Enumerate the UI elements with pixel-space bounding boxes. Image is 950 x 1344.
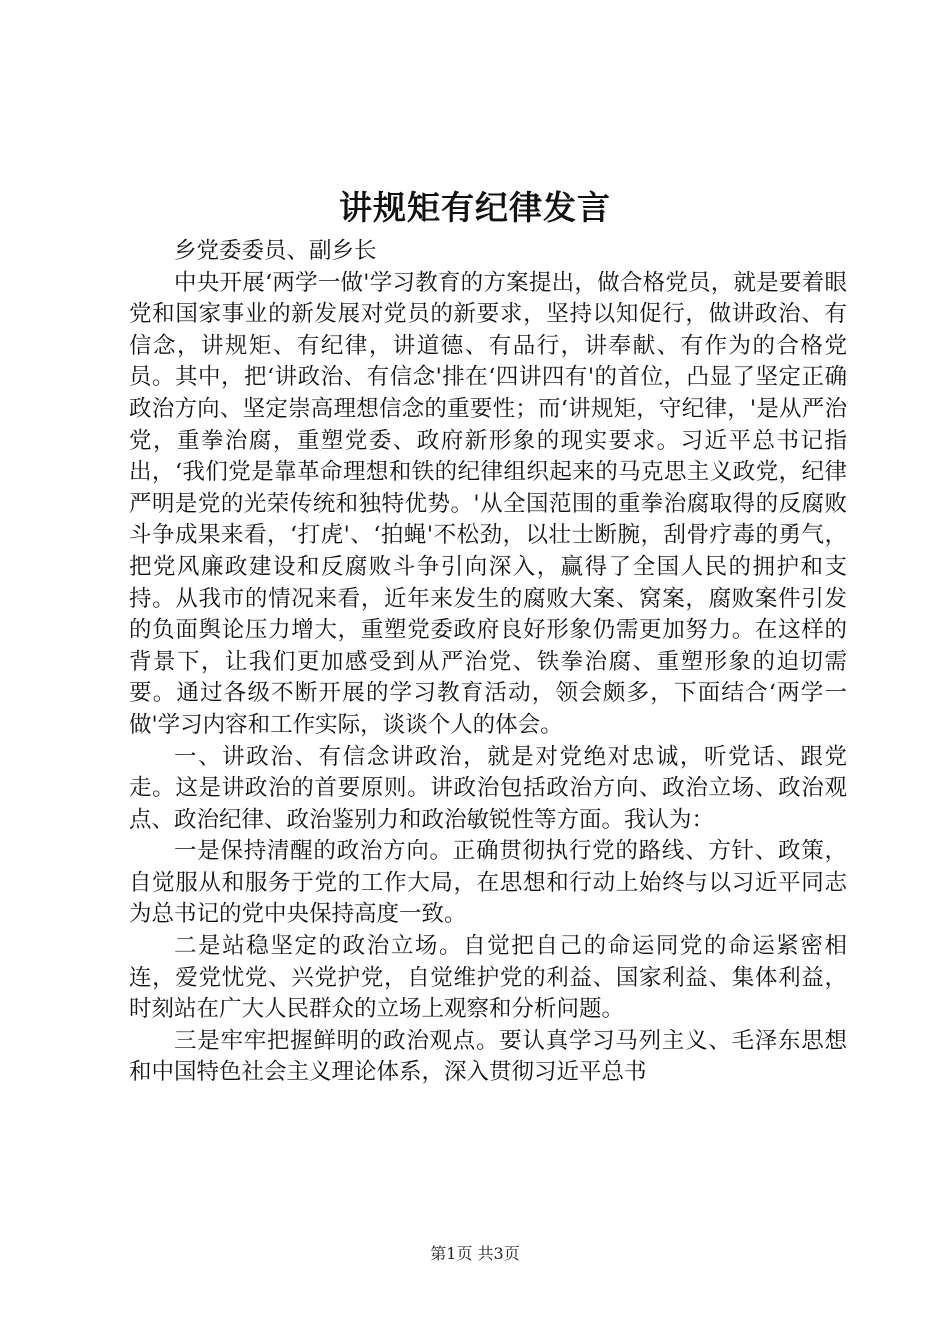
author-line: 乡党委委员、副乡长 (174, 238, 377, 264)
document-title: 讲规矩有纪律发言 (339, 188, 611, 227)
body-paragraph: 一、讲政治、有信念讲政治，就是对党绝对忠诚，听党话、跟党走。这是讲政治的首要原则。讲政治包括政治方向、政治立场、政治观点、政治纪律、政治鉴别力和政治敏锐性等方面。我认为： (129, 743, 847, 833)
body-paragraph: 二是站稳坚定的政治立场。自觉把自己的命运同党的命运紧密相连，爱党忧党、兴党护党，自觉维护党的利益、国家利益、集体利益，时刻站在广大人民群众的立场上观察和分析问题。 (129, 933, 847, 1023)
body-paragraph: 中央开展‘两学一做'学习教育的方案提出，做合格党员，就是要着眼党和国家事业的新发展对党员的新要求，坚持以知促行，做讲政治、有信念，讲规矩、有纪律，讲道德、有品行，讲奉献、有作为的合格党员。其中，把‘讲政治、有信念'排在‘四讲四有'的首位，凸显了坚定正确政治方向、坚定崇高理想信念的重要性；而‘讲规矩，守纪律，'是从严治党，重拳治腐，重塑党委、政府新形象的现实要求。习近平总书记指出，‘我们党是靠革命理想和铁的纪律组织起来的马克思主义政党，纪律严明是党的光荣传统和独特优势。'从全国范围的重拳治腐取得的反腐败斗争成果来看，‘打虎'、‘拍蝇'不松劲，以壮士断腕，刮骨疗毒的勇气，把党风廉政建设和反腐败斗争引向深入，赢得了全国人民的拥护和支持。从我市的情况来看，近年来发生的腐败大案、窝案，腐败案件引发的负面舆论压力增大，重塑党委政府良好形象仍需更加努力。在这样的背景下，让我们更加感受到从严治党、铁拳治腐、重塑形象的迫切需要。通过各级不断开展的学习教育活动，领会颇多，下面结合‘两学一做'学习内容和工作实际，谈谈个人的体会。 (129, 269, 847, 738)
body-paragraph: 一是保持清醒的政治方向。正确贯彻执行党的路线、方针、政策，自觉服从和服务于党的工作大局，在思想和行动上始终与以习近平同志为总书记的党中央保持高度一致。 (129, 838, 847, 928)
document-body (129, 236, 847, 1089)
body-paragraph: 三是牢牢把握鲜明的政治观点。要认真学习马列主义、毛泽东思想和中国特色社会主义理论体系，深入贯彻习近平总书 (129, 1027, 847, 1086)
page-footer: 第1页 共3页 (430, 1244, 520, 1263)
